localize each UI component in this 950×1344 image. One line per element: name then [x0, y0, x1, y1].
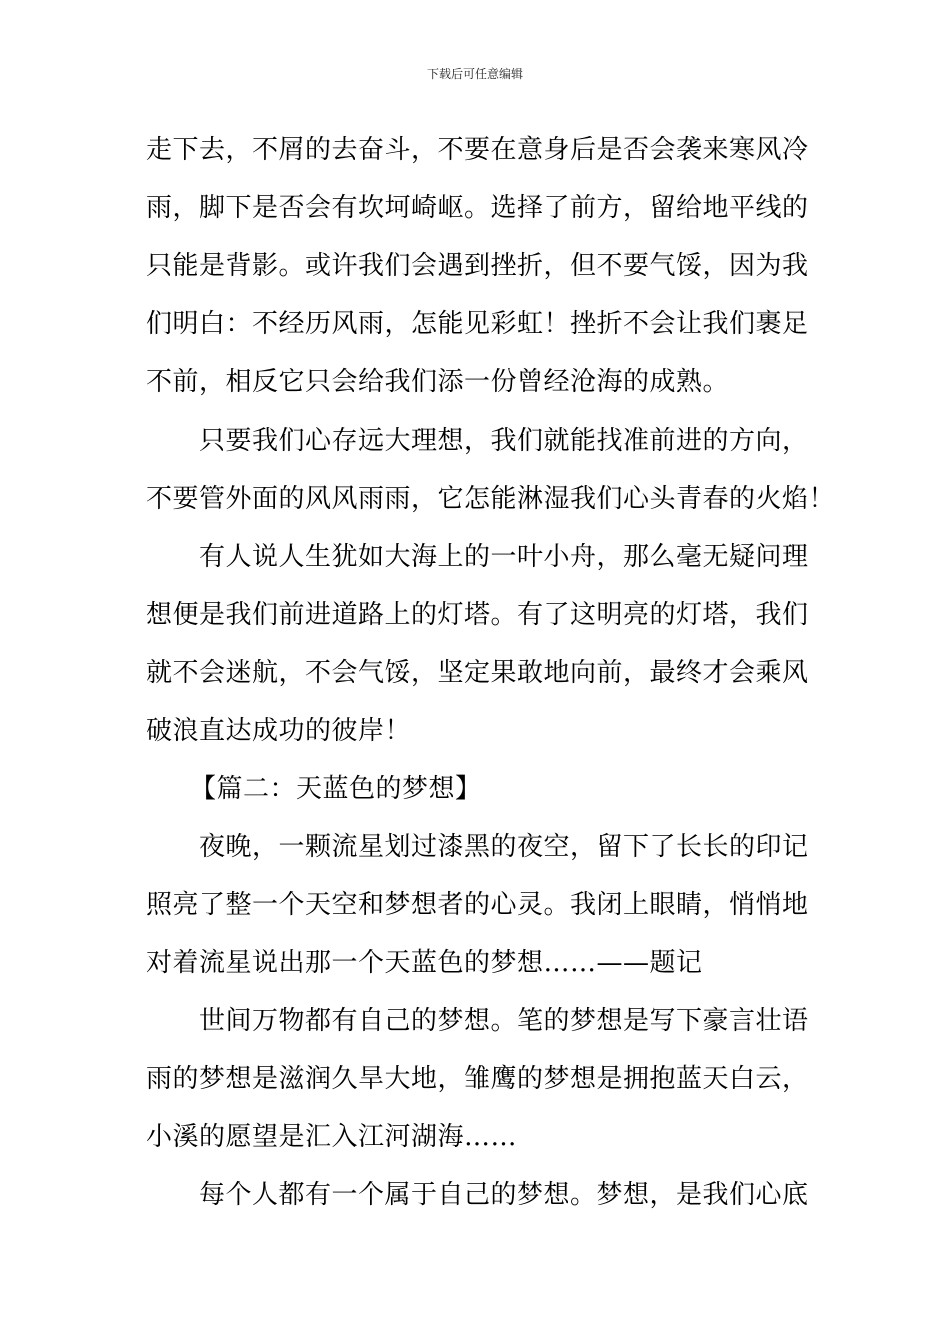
body-text-line: 每个人都有一个属于自己的梦想。梦想，是我们心底 [199, 1180, 809, 1210]
body-text-line: 夜晚，一颗流星划过漆黑的夜空，留下了长长的印记 [199, 832, 809, 862]
body-text-line: 们明白：不经历风雨，怎能见彩虹！挫折不会让我们裹足 [146, 309, 809, 339]
body-text-line: 有人说人生犹如大海上的一叶小舟，那么毫无疑问理 [199, 542, 809, 572]
body-text-line: 想便是我们前进道路上的灯塔。有了这明亮的灯塔，我们 [146, 600, 809, 630]
body-text-line: 破浪直达成功的彼岸！ [146, 716, 412, 746]
body-text-line: 只要我们心存远大理想，我们就能找准前进的方向， [199, 426, 809, 456]
body-text-line: 只能是背影。或许我们会遇到挫折，但不要气馁，因为我 [146, 251, 809, 281]
body-text-line: 不前，相反它只会给我们添一份曾经沧海的成熟。 [146, 367, 730, 397]
body-text-line: 对着流星说出那一个天蓝色的梦想……——题记 [146, 948, 703, 978]
body-text-line: 雨，脚下是否会有坎坷崎岖。选择了前方，留给地平线的 [146, 193, 809, 223]
body-text-line: 照亮了整一个天空和梦想者的心灵。我闭上眼睛，悄悄地 [146, 890, 809, 920]
body-text-line: 就不会迷航，不会气馁，坚定果敢地向前，最终才会乘风 [146, 658, 809, 688]
body-text-line: 不要管外面的风风雨雨，它怎能淋湿我们心头青春的火焰！ [146, 484, 836, 514]
body-text-line: 雨的梦想是滋润久旱大地，雏鹰的梦想是拥抱蓝天白云， [146, 1064, 809, 1094]
body-text-line: 世间万物都有自己的梦想。笔的梦想是写下豪言壮语 [199, 1006, 809, 1036]
body-text-line: 小溪的愿望是汇入江河湖海…… [146, 1122, 518, 1152]
section-heading: 【篇二：天蓝色的梦想】 [190, 774, 482, 804]
page-header-note: 下载后可任意编辑 [426, 67, 523, 81]
body-text-line: 走下去，不屑的去奋斗，不要在意身后是否会袭来寒风冷 [146, 135, 809, 165]
